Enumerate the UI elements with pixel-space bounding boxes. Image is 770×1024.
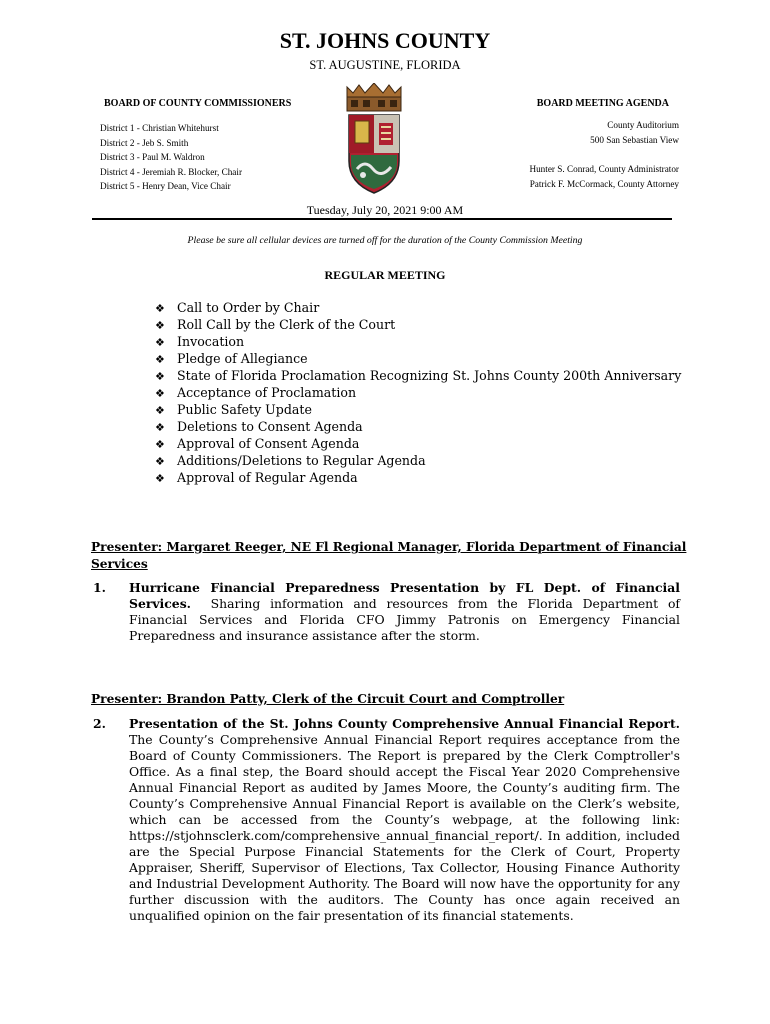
list-item: ❖ Additions/Deletions to Regular Agenda bbox=[155, 453, 426, 468]
list-item: ❖ Approval of Consent Agenda bbox=[155, 436, 360, 451]
commissioner-line: District 3 - Paul M. Waldron bbox=[100, 152, 205, 163]
diamond-bullet-icon: ❖ bbox=[155, 353, 165, 366]
commissioner-list bbox=[100, 121, 242, 194]
list-item: ❖ Pledge of Allegiance bbox=[155, 351, 308, 366]
staff-block bbox=[529, 162, 679, 191]
location-line: County Auditorium bbox=[607, 120, 679, 130]
diamond-bullet-icon: ❖ bbox=[155, 319, 165, 332]
diamond-bullet-icon: ❖ bbox=[155, 421, 165, 434]
location-block bbox=[590, 118, 679, 147]
diamond-bullet-icon: ❖ bbox=[155, 336, 165, 349]
board-heading: BOARD OF COUNTY COMMISSIONERS bbox=[104, 98, 292, 109]
location-line: 500 San Sebastian View bbox=[590, 134, 679, 145]
agenda-heading: BOARD MEETING AGENDA bbox=[536, 98, 669, 109]
cellphone-notice: Please be sure all cellular devices are turned off for the duration of the County Commission Meeting bbox=[187, 235, 583, 246]
item-title: Presentation of the St. Johns County Comprehensive Annual Financial Report. bbox=[129, 716, 680, 731]
commissioner-line: District 1 - Christian Whitehurst bbox=[100, 123, 219, 133]
regular-meeting-heading: REGULAR MEETING bbox=[324, 268, 446, 282]
item-description bbox=[129, 716, 680, 924]
diamond-bullet-icon: ❖ bbox=[155, 302, 165, 315]
item-description bbox=[129, 580, 680, 644]
page-subtitle: ST. AUGUSTINE, FLORIDA bbox=[309, 58, 461, 72]
header-divider bbox=[92, 218, 672, 220]
diamond-bullet-icon: ❖ bbox=[155, 438, 165, 451]
item-title: Hurricane Financial Preparedness Presentation by FL Dept. of Financial Services. bbox=[129, 580, 680, 611]
list-item: ❖ Deletions to Consent Agenda bbox=[155, 419, 363, 434]
diamond-bullet-icon: ❖ bbox=[155, 404, 165, 417]
diamond-bullet-icon: ❖ bbox=[155, 455, 165, 468]
item-body: The County’s Comprehensive Annual Financial Report requires acceptance from the Board of County Commissioners. The Report is prepared by the Clerk Comptroller's Office. As a final step, the Board should accept the Fiscal Year 2020 Comprehensive Annual Financial Report as audited by James Moore, the County’s auditing firm. The County’s Comprehensive Annual Financial Report is available on the Clerk’s website, which can be accessed from the County’s webpage, at the following link: https://stjohnsclerk.com/comprehensive_annual_financial_report/. In addition, included are the Special Purpose Financial Statements for the Clerk of Court, Property Appraiser, Sheriff, Supervisor of Elections, Tax Collector, Housing Finance Authority and Industrial Development Authority. The Board will now have the opportunity for any further discussion with the auditors. The County has once again received an unqualified opinion on the fair presentation of its financial statements. bbox=[129, 732, 680, 923]
agenda-list bbox=[155, 300, 681, 487]
list-item: ❖ Call to Order by Chair bbox=[155, 300, 320, 315]
list-item: ❖ Approval of Regular Agenda bbox=[155, 470, 358, 485]
item-number: 2. bbox=[93, 716, 106, 731]
list-item: ❖ Roll Call by the Clerk of the Court bbox=[155, 317, 396, 332]
diamond-bullet-icon: ❖ bbox=[155, 370, 165, 383]
presenter-heading: Presenter: Brandon Patty, Clerk of the Circuit Court and Comptroller bbox=[91, 692, 565, 706]
staff-line: Hunter S. Conrad, County Administrator bbox=[529, 164, 679, 174]
page-title: ST. JOHNS COUNTY bbox=[279, 28, 491, 53]
diamond-bullet-icon: ❖ bbox=[155, 387, 165, 400]
meeting-date: Tuesday, July 20, 2021 9:00 AM bbox=[306, 203, 464, 217]
item-body: Sharing information and resources from the Florida Department of Financial Services and Florida CFO Jimmy Patronis on Emergency Financial Preparedness and insurance assistance after the storm. bbox=[129, 596, 680, 643]
list-item: ❖ State of Florida Proclamation Recognizing St. Johns County 200th Anniversary bbox=[155, 368, 682, 383]
county-crest-icon bbox=[343, 83, 405, 201]
item-number: 1. bbox=[93, 580, 106, 595]
list-item: ❖ Acceptance of Proclamation bbox=[155, 385, 357, 400]
list-item: ❖ Public Safety Update bbox=[155, 402, 312, 417]
staff-line: Patrick F. McCormack, County Attorney bbox=[529, 178, 679, 189]
commissioner-line: District 5 - Henry Dean, Vice Chair bbox=[100, 181, 231, 192]
list-item: ❖ Invocation bbox=[155, 334, 245, 349]
commissioner-line: District 4 - Jeremiah R. Blocker, Chair bbox=[100, 166, 243, 177]
commissioner-line: District 2 - Jeb S. Smith bbox=[100, 137, 189, 148]
presenter-heading: Presenter: Margaret Reeger, NE Fl Regional Manager, Florida Department of Financial Services bbox=[91, 540, 687, 571]
diamond-bullet-icon: ❖ bbox=[155, 472, 165, 485]
